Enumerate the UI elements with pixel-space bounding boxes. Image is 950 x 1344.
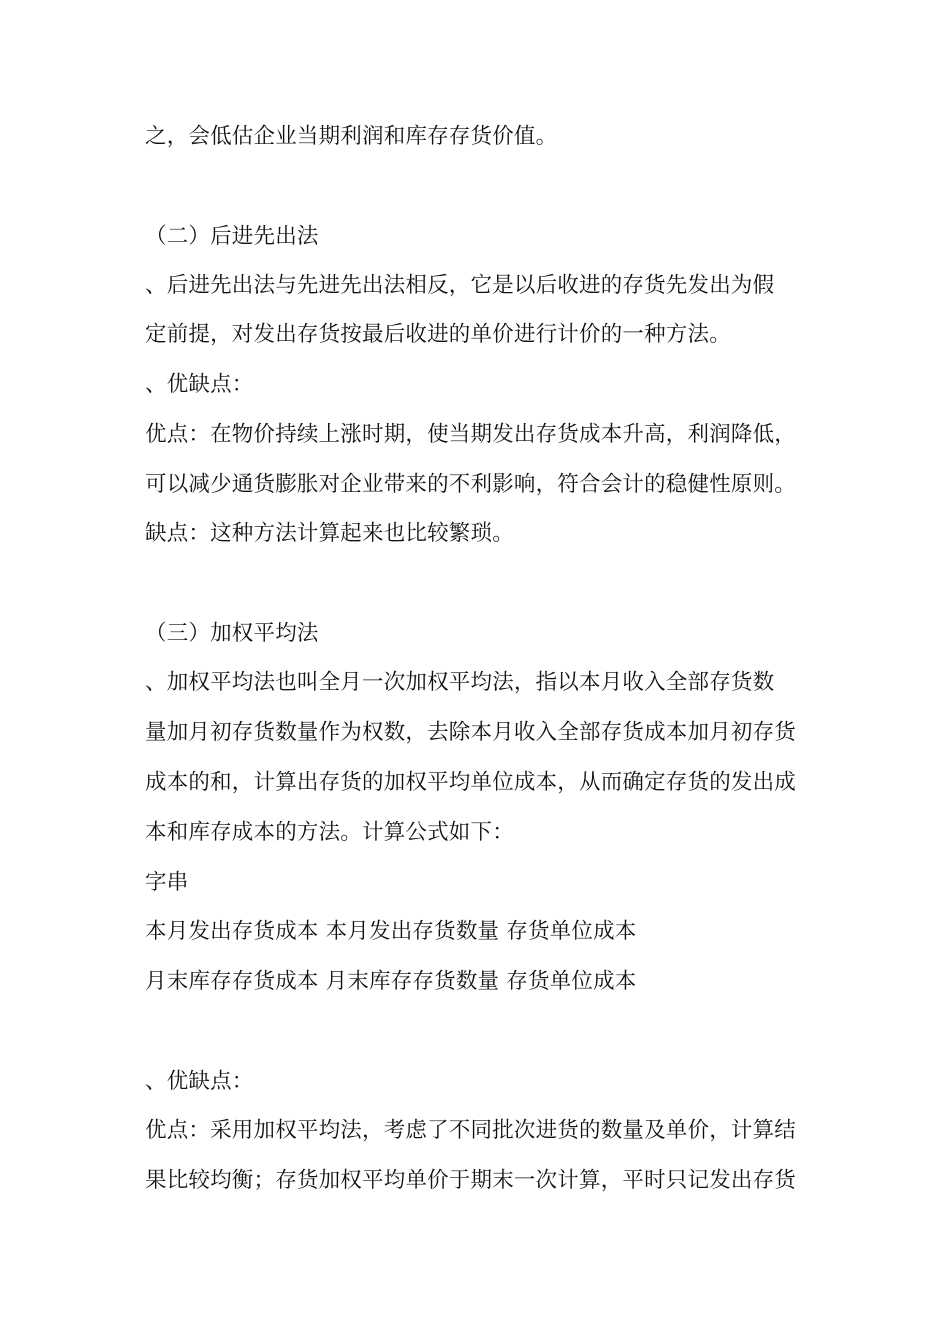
- paragraph-line: 果比较均衡；存货加权平均单价于期末一次计算，平时只记发出存货: [145, 1168, 797, 1193]
- paragraph-line: 本和库存成本的方法。计算公式如下：: [145, 820, 514, 845]
- paragraph-line: 成本的和，计算出存货的加权平均单位成本，从而确定存货的发出成: [145, 770, 797, 795]
- paragraph-line: 、后进先出法与先进先出法相反，它是以后收进的存货先发出为假: [145, 273, 775, 298]
- section-heading: （二）后进先出法: [145, 224, 319, 249]
- paragraph-line: 缺点：这种方法计算起来也比较繁琐。: [145, 521, 514, 546]
- paragraph-line: 优点：采用加权平均法，考虑了不同批次进货的数量及单价，计算结: [145, 1118, 797, 1143]
- paragraph-line: 可以减少通货膨胀对企业带来的不利影响，符合会计的稳健性原则。: [145, 472, 797, 497]
- formula-line: 本月发出存货成本 本月发出存货数量 存货单位成本: [145, 919, 637, 944]
- paragraph-line: 之，会低估企业当期利润和库存存货价值。: [145, 124, 558, 149]
- paragraph-line: 字串: [145, 870, 189, 895]
- paragraph-line: 定前提，对发出存货按最后收进的单价进行计价的一种方法。: [145, 322, 731, 347]
- paragraph-line: 、优缺点：: [145, 372, 254, 397]
- paragraph-line: 、加权平均法也叫全月一次加权平均法，指以本月收入全部存货数: [145, 670, 775, 695]
- paragraph-line: 优点：在物价持续上涨时期，使当期发出存货成本升高，利润降低，: [145, 422, 797, 447]
- section-heading: （三）加权平均法: [145, 621, 319, 646]
- formula-line: 月末库存存货成本 月末库存存货数量 存货单位成本: [145, 969, 637, 994]
- paragraph-line: 、优缺点：: [145, 1069, 254, 1094]
- paragraph-line: 量加月初存货数量作为权数，去除本月收入全部存货成本加月初存货: [145, 720, 797, 745]
